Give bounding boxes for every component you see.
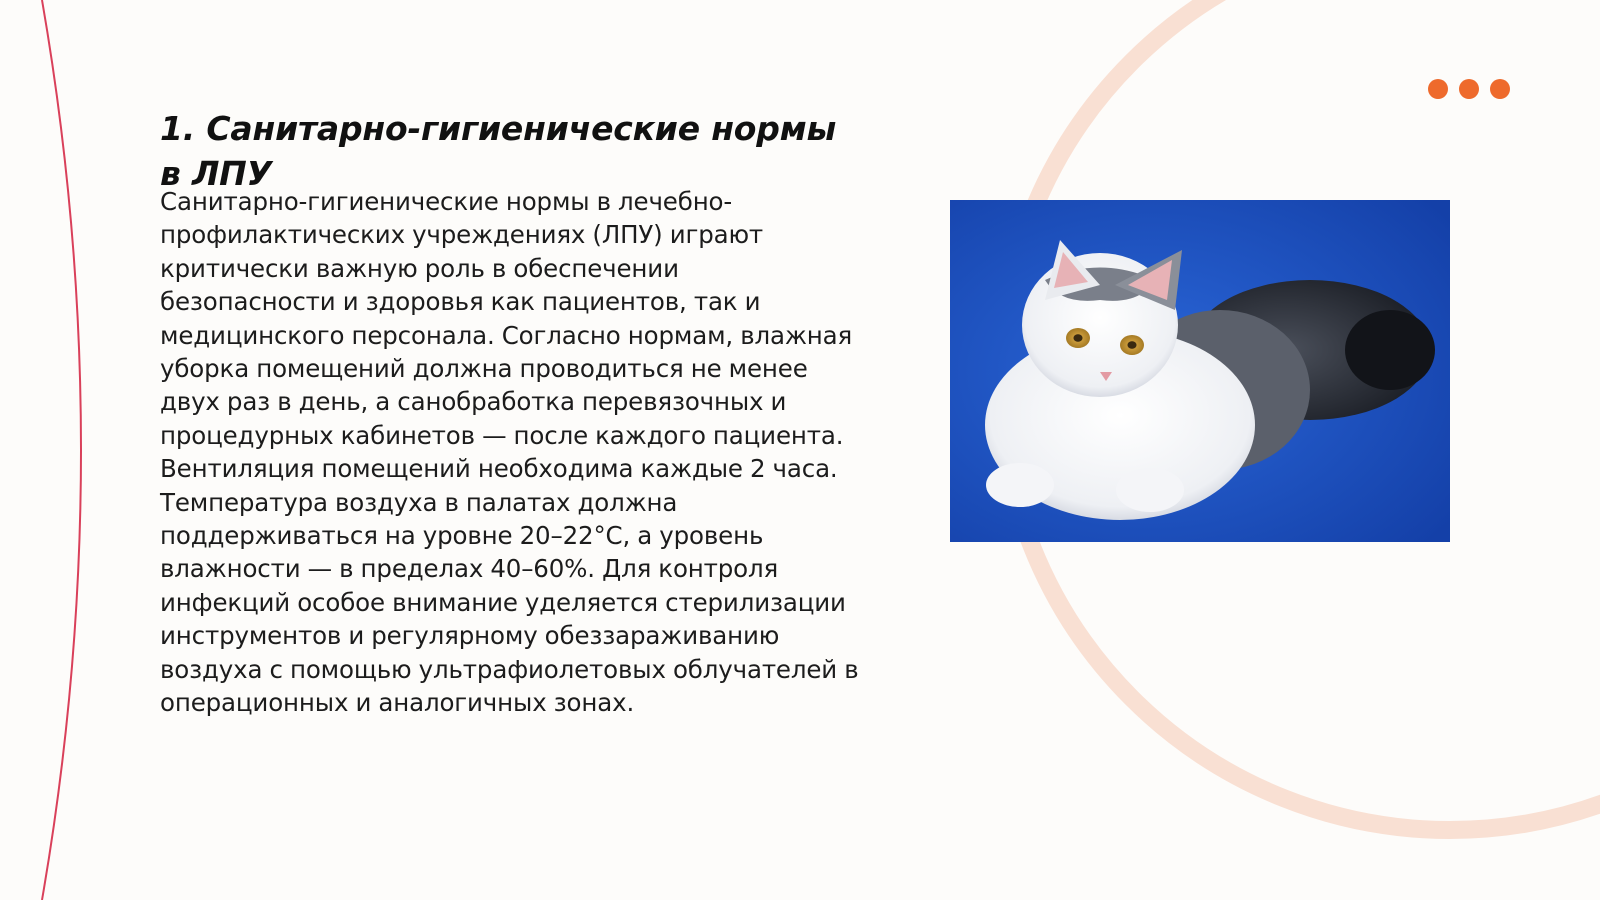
menu-dots xyxy=(1428,79,1510,99)
cat-photo xyxy=(950,200,1450,542)
cat-illustration xyxy=(950,200,1450,542)
dot-1 xyxy=(1428,79,1448,99)
dot-2 xyxy=(1459,79,1479,99)
slide-title: 1. Санитарно-гигиенические нормы в ЛПУ xyxy=(160,109,837,193)
slide-paragraph: Санитарно-гигиенические нормы в лечебно-профилактических учреждениях (ЛПУ) играют критически важную роль в обеспечении безопасности и здоровья как пациентов, так и медицинского персонала. Согласно нормам, влажная уборка помещений должна проводиться не менее двух раз в день, а санобработка перевязочных и процедурных кабинетов — после каждого пациента. Вентиляция помещений необходима каждые 2 часа. Температура воздуха в палатах должна поддерживаться на уровне 20–22°C, а уровень влажности — в пределах 40–60%. Для контроля инфекций особое внимание уделяется стерилизации инструментов и регулярному обеззараживанию воздуха с помощью ультрафиолетовых облучателей в операционных и аналогичных зонах. xyxy=(160,187,859,718)
left-curve-line xyxy=(42,0,81,900)
dot-3 xyxy=(1490,79,1510,99)
